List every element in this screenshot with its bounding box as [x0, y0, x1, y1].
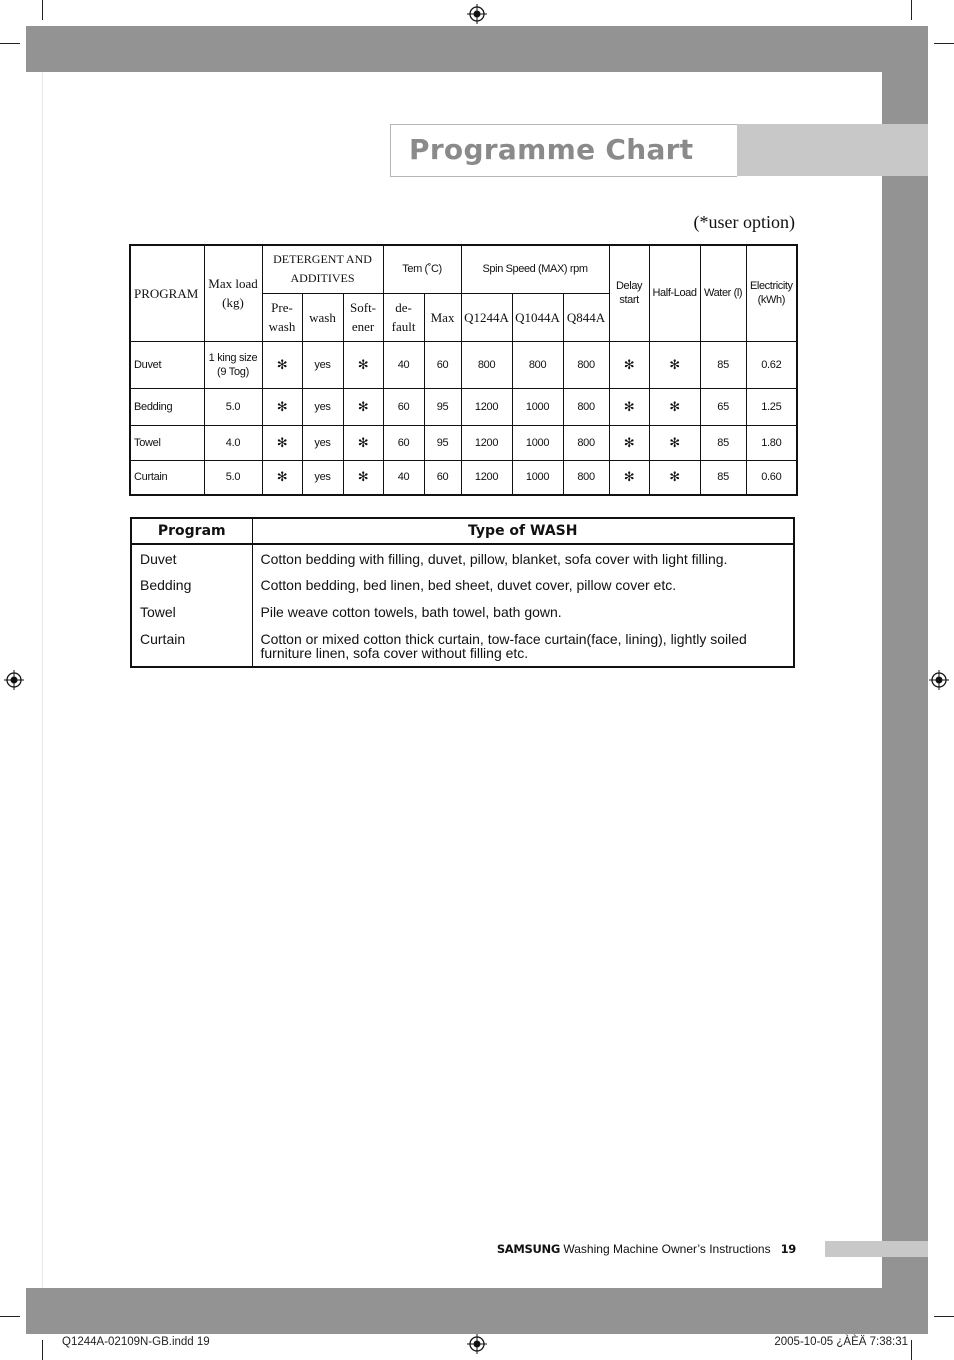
row-type: Cotton bedding with filling, duvet, pillow, blanket, sofa cover with light filling. — [260, 551, 728, 567]
row-temp-max: 60 — [424, 460, 461, 495]
row-type: Cotton bedding, bed linen, bed sheet, duvet cover, pillow cover etc. — [260, 577, 677, 593]
row-temp-default: 40 — [383, 460, 424, 495]
table-row — [131, 626, 794, 667]
page-footer — [440, 1242, 796, 1256]
row-prewash: ✻ — [262, 425, 302, 460]
footer-grey-bar — [825, 1241, 928, 1257]
row-softener: ✻ — [343, 425, 383, 460]
slug-file-name: Q1244A-02109N-GB.indd 19 — [62, 1336, 210, 1348]
crop-mark — [0, 1316, 20, 1317]
row-type: Cotton or mixed cotton thick curtain, tow-face curtain(face, lining), lightly soiled furniture linen, sofa cover without filling etc. — [260, 631, 747, 661]
crop-mark — [911, 1340, 912, 1360]
row-program: Duvet — [130, 341, 204, 388]
row-water: 85 — [700, 341, 746, 388]
row-program: Curtain — [130, 460, 204, 495]
table-row — [131, 572, 794, 599]
crop-mark — [42, 1340, 43, 1360]
table-row — [131, 544, 794, 572]
row-half-load: ✻ — [649, 425, 700, 460]
header-q1244a: Q1244A — [461, 293, 512, 341]
slug-date: 2005-10-05 ¿ÀÈÄ 7:38:31 — [774, 1336, 908, 1348]
header-wash: wash — [302, 293, 343, 341]
header-max-load: Max load (kg) — [204, 245, 262, 341]
header-program: PROGRAM — [130, 245, 204, 341]
row-delay: ✻ — [609, 388, 649, 425]
row-delay: ✻ — [609, 460, 649, 495]
row-temp-default: 60 — [383, 425, 424, 460]
header-softener: Soft-ener — [343, 293, 383, 341]
table-row — [131, 599, 794, 626]
page-number: 19 — [780, 1242, 796, 1256]
row-wash: yes — [302, 460, 343, 495]
row-load: 5.0 — [204, 460, 262, 495]
crop-mark — [934, 1316, 954, 1317]
row-load: 5.0 — [204, 388, 262, 425]
row-load: 4.0 — [204, 425, 262, 460]
row-temp-default: 60 — [383, 388, 424, 425]
row-q844a: 800 — [563, 425, 609, 460]
row-wash: yes — [302, 388, 343, 425]
header-program: Program — [131, 518, 252, 544]
row-type: Pile weave cotton towels, bath towel, bath gown. — [260, 604, 562, 620]
row-electricity: 0.60 — [746, 460, 797, 495]
header-q1044a: Q1044A — [512, 293, 563, 341]
row-water: 85 — [700, 425, 746, 460]
title-grey-tab — [737, 124, 928, 176]
row-program: Towel — [131, 599, 252, 626]
header-electricity: Electricity (kWh) — [746, 245, 797, 341]
header-prewash: Pre-wash — [262, 293, 302, 341]
footer-text: Washing Machine Owner’s Instructions — [563, 1242, 771, 1256]
programme-chart-table — [129, 244, 798, 496]
table-row — [130, 460, 797, 495]
row-program: Curtain — [131, 626, 252, 667]
crop-mark — [911, 0, 912, 20]
row-electricity: 1.80 — [746, 425, 797, 460]
row-temp-max: 60 — [424, 341, 461, 388]
row-load: 1 king size (9 Tog) — [204, 341, 262, 388]
row-temp-max: 95 — [424, 388, 461, 425]
registration-mark-icon — [4, 670, 24, 690]
row-water: 85 — [700, 460, 746, 495]
row-q1244a: 800 — [461, 341, 512, 388]
header-q844a: Q844A — [563, 293, 609, 341]
row-softener: ✻ — [343, 460, 383, 495]
row-q1244a: 1200 — [461, 388, 512, 425]
crop-mark — [0, 43, 20, 44]
registration-mark-icon — [929, 670, 949, 690]
row-softener: ✻ — [343, 388, 383, 425]
row-electricity: 0.62 — [746, 341, 797, 388]
row-program: Bedding — [130, 388, 204, 425]
crop-mark — [42, 0, 43, 20]
crop-mark — [934, 43, 954, 44]
row-half-load: ✻ — [649, 388, 700, 425]
header-temp: Tem (˚C) — [383, 245, 461, 293]
header-water: Water (l) — [700, 245, 746, 341]
row-wash: yes — [302, 341, 343, 388]
row-delay: ✻ — [609, 425, 649, 460]
row-program: Duvet — [131, 544, 252, 572]
table-row — [130, 341, 797, 388]
row-temp-max: 95 — [424, 425, 461, 460]
table-row — [130, 425, 797, 460]
row-q1244a: 1200 — [461, 425, 512, 460]
row-program: Bedding — [131, 572, 252, 599]
row-q1044a: 1000 — [512, 425, 563, 460]
page-title: Programme Chart — [409, 133, 694, 166]
row-q1044a: 1000 — [512, 460, 563, 495]
row-q1044a: 800 — [512, 341, 563, 388]
header-detergent: DETERGENT AND ADDITIVES — [262, 245, 383, 293]
left-margin-line — [26, 72, 43, 1288]
header-default: de-fault — [383, 293, 424, 341]
row-q844a: 800 — [563, 460, 609, 495]
header-delay-start: Delay start — [609, 245, 649, 341]
row-prewash: ✻ — [262, 341, 302, 388]
row-prewash: ✻ — [262, 388, 302, 425]
registration-mark-icon — [467, 4, 487, 24]
table-row — [130, 388, 797, 425]
header-max: Max — [424, 293, 461, 341]
registration-mark-icon — [467, 1334, 487, 1354]
row-q844a: 800 — [563, 388, 609, 425]
header-half-load: Half-Load — [649, 245, 700, 341]
row-delay: ✻ — [609, 341, 649, 388]
bottom-grey-band — [26, 1288, 928, 1334]
brand-name: SAMSUNG — [496, 1242, 561, 1256]
row-program: Towel — [130, 425, 204, 460]
row-softener: ✻ — [343, 341, 383, 388]
type-of-wash-table — [130, 517, 795, 668]
row-half-load: ✻ — [649, 460, 700, 495]
user-option-note: (*user option) — [693, 212, 795, 232]
row-temp-default: 40 — [383, 341, 424, 388]
row-q844a: 800 — [563, 341, 609, 388]
row-prewash: ✻ — [262, 460, 302, 495]
row-q1044a: 1000 — [512, 388, 563, 425]
top-grey-band — [26, 26, 928, 72]
row-water: 65 — [700, 388, 746, 425]
row-electricity: 1.25 — [746, 388, 797, 425]
row-wash: yes — [302, 425, 343, 460]
title-box — [390, 124, 737, 177]
header-spin-speed: Spin Speed (MAX) rpm — [461, 245, 609, 293]
right-grey-band — [882, 26, 928, 1334]
row-half-load: ✻ — [649, 341, 700, 388]
row-q1244a: 1200 — [461, 460, 512, 495]
header-type-of-wash: Type of WASH — [252, 518, 794, 544]
